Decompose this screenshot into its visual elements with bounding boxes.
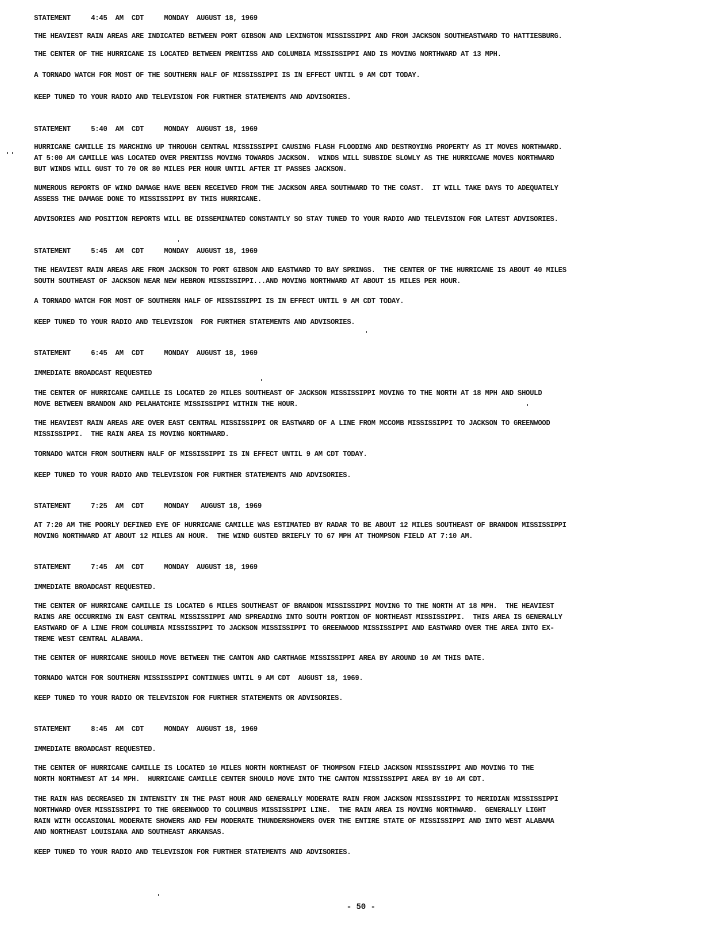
text-line: RAINS ARE OCCURRING IN EAST CENTRAL MISSISSIPPI AND SPREADING INTO SOUTH PORTION OF NORTHEAST MISSISSIPPI. THIS AREA IS GENERALLY xyxy=(34,614,563,622)
text-line: MOVE BETWEEN BRANDON AND PELAHATCHIE MISSISSIPPI WITHIN THE HOUR. xyxy=(34,401,299,409)
text-line: THE HEAVIEST RAIN AREAS ARE FROM JACKSON TO PORT GIBSON AND EASTWARD TO BAY SPRINGS. THE CENTER OF THE HURRICANE IS ABOUT 40 MILES xyxy=(34,267,567,275)
text-line: TREME WEST CENTRAL ALABAMA. xyxy=(34,636,144,644)
statement-header: STATEMENT 5:40 AM CDT MONDAY AUGUST 18, 1969 xyxy=(34,126,258,134)
text-line: MISSISSIPPI. THE RAIN AREA IS MOVING NORTHWARD. xyxy=(34,431,230,439)
scan-speck xyxy=(261,379,262,381)
scan-speck xyxy=(7,152,8,154)
text-line: EASTWARD OF A LINE FROM COLUMBIA MISSISSIPPI TO JACKSON MISSISSIPPI TO GREENWOOD MISSISSIPPI AND EASTWARD OVER THE AREA INTO EX- xyxy=(34,625,555,633)
statement-header: STATEMENT 6:45 AM CDT MONDAY AUGUST 18, 1969 xyxy=(34,350,258,358)
text-line: ASSESS THE DAMAGE DONE TO MISSISSIPPI BY THIS HURRICANE. xyxy=(34,196,262,204)
text-line: THE CENTER OF HURRICANE CAMILLE IS LOCATED 6 MILES SOUTHEAST OF BRANDON MISSISSIPPI MOVING TO THE NORTH AT 18 MPH. THE HEAVIEST xyxy=(34,603,555,611)
scan-speck xyxy=(366,331,367,333)
text-line: BUT WINDS WILL GUST TO 70 OR 80 MILES PER HOUR UNTIL AFTER IT PASSES JACKSON. xyxy=(34,166,347,174)
text-line: THE HEAVIEST RAIN AREAS ARE INDICATED BETWEEN PORT GIBSON AND LEXINGTON MISSISSIPPI AND FROM JACKSON SOUTHEASTWARD TO HATTIESBURG. xyxy=(34,33,563,41)
text-line: KEEP TUNED TO YOUR RADIO AND TELEVISION FOR FURTHER STATEMENTS AND ADVISORIES. xyxy=(34,849,351,857)
text-line: MOVING NORTHWARD AT ABOUT 12 MILES AN HOUR. THE WIND GUSTED BRIEFLY TO 67 MPH AT THOMPSON FIELD AT 7:10 AM. xyxy=(34,533,473,541)
text-line: IMMEDIATE BROADCAST REQUESTED. xyxy=(34,584,156,592)
scan-speck xyxy=(158,894,159,896)
text-line: AND NORTHEAST LOUISIANA AND SOUTHEAST ARKANSAS. xyxy=(34,829,225,837)
text-line: TORNADO WATCH FROM SOUTHERN HALF OF MISSISSIPPI IS IN EFFECT UNTIL 9 AM CDT TODAY. xyxy=(34,451,368,459)
statement-header: STATEMENT 7:25 AM CDT MONDAY AUGUST 18, 1969 xyxy=(34,503,262,511)
statement-header: STATEMENT 4:45 AM CDT MONDAY AUGUST 18, 1969 xyxy=(34,15,258,23)
text-line: AT 7:20 AM THE POORLY DEFINED EYE OF HURRICANE CAMILLE WAS ESTIMATED BY RADAR TO BE ABOUT 12 MILES SOUTHEAST OF BRANDON MISSISSIPPI xyxy=(34,522,567,530)
statement-header: STATEMENT 8:45 AM CDT MONDAY AUGUST 18, 1969 xyxy=(34,726,258,734)
text-line: AT 5:00 AM CAMILLE WAS LOCATED OVER PRENTISS MOVING TOWARDS JACKSON. WINDS WILL SUBSIDE SLOWLY AS THE HURRICANE MOVES NORTHWARD xyxy=(34,155,555,163)
text-line: RAIN WITH OCCASIONAL MODERATE SHOWERS AND FEW MODERATE THUNDERSHOWERS OVER THE ENTIRE STATE OF MISSISSIPPI AND INTO WEST ALABAMA xyxy=(34,818,555,826)
text-line: NORTHWARD OVER MISSISSIPPI TO THE GREENWOOD TO COLUMBUS MISSISSIPPI LINE. THE RAIN AREA IS MOVING NORTHWARD. GENERALLY LIGHT xyxy=(34,807,546,815)
text-line: NUMEROUS REPORTS OF WIND DAMAGE HAVE BEEN RECEIVED FROM THE JACKSON AREA SOUTHWARD TO THE COAST. IT WILL TAKE DAYS TO ADEQUATELY xyxy=(34,185,559,193)
text-line: THE CENTER OF THE HURRICANE IS LOCATED BETWEEN PRENTISS AND COLUMBIA MISSISSIPPI AND IS MOVING NORTHWARD AT 13 MPH. xyxy=(34,51,502,59)
text-line: HURRICANE CAMILLE IS MARCHING UP THROUGH CENTRAL MISSISSIPPI CAUSING FLASH FLOODING AND DESTROYING PROPERTY AS IT MOVES NORTHWARD. xyxy=(34,144,563,152)
text-line: THE CENTER OF HURRICANE CAMILLE IS LOCATED 20 MILES SOUTHEAST OF JACKSON MISSISSIPPI MOVING TO THE NORTH AT 18 MPH AND SHOULD xyxy=(34,390,542,398)
scan-speck xyxy=(527,404,528,406)
text-line: THE HEAVIEST RAIN AREAS ARE OVER EAST CENTRAL MISSISSIPPI OR EASTWARD OF A LINE FROM MCCOMB MISSISSIPPI TO JACKSON TO GREENWOOD xyxy=(34,420,551,428)
statement-header: STATEMENT 5:45 AM CDT MONDAY AUGUST 18, 1969 xyxy=(34,248,258,256)
text-line: A TORNADO WATCH FOR MOST OF THE SOUTHERN HALF OF MISSISSIPPI IS IN EFFECT UNTIL 9 AM CDT TODAY. xyxy=(34,72,421,80)
text-line: SOUTH SOUTHEAST OF JACKSON NEAR NEW HEBRON MISSISSIPPI...AND MOVING NORTHWARD AT ABOUT 15 MILES PER HOUR. xyxy=(34,278,461,286)
page-number: - 50 - xyxy=(346,903,376,912)
text-line: THE CENTER OF HURRICANE CAMILLE IS LOCATED 10 MILES NORTH NORTHEAST OF THOMPSON FIELD JACKSON MISSISSIPPI AND MOVING TO THE xyxy=(34,765,534,773)
text-line: KEEP TUNED TO YOUR RADIO OR TELEVISION FOR FURTHER STATEMENTS OR ADVISORIES. xyxy=(34,695,343,703)
text-line: TORNADO WATCH FOR SOUTHERN MISSISSIPPI CONTINUES UNTIL 9 AM CDT AUGUST 18, 1969. xyxy=(34,675,364,683)
text-line: ADVISORIES AND POSITION REPORTS WILL BE DISSEMINATED CONSTANTLY SO STAY TUNED TO YOUR RADIO AND TELEVISION FOR LATEST ADVISORIES. xyxy=(34,216,559,224)
text-line: IMMEDIATE BROADCAST REQUESTED xyxy=(34,370,152,378)
text-line: THE CENTER OF HURRICANE SHOULD MOVE BETWEEN THE CANTON AND CARTHAGE MISSISSIPPI AREA BY AROUND 10 AM THIS DATE. xyxy=(34,655,486,663)
text-line: KEEP TUNED TO YOUR RADIO AND TELEVISION FOR FURTHER STATEMENTS AND ADVISORIES. xyxy=(34,319,355,327)
text-line: KEEP TUNED TO YOUR RADIO AND TELEVISION FOR FURTHER STATEMENTS AND ADVISORIES. xyxy=(34,94,351,102)
scan-speck xyxy=(12,152,13,154)
text-line: IMMEDIATE BROADCAST REQUESTED. xyxy=(34,746,156,754)
text-line: THE RAIN HAS DECREASED IN INTENSITY IN THE PAST HOUR AND GENERALLY MODERATE RAIN FROM JACKSON MISSISSIPPI TO MERIDIAN MISSISSIPPI xyxy=(34,796,559,804)
text-line: NORTH NORTHWEST AT 14 MPH. HURRICANE CAMILLE CENTER SHOULD MOVE INTO THE CANTON MISSISSIPPI AREA BY 10 AM CDT. xyxy=(34,776,486,784)
text-line: A TORNADO WATCH FOR MOST OF SOUTHERN HALF OF MISSISSIPPI IS IN EFFECT UNTIL 9 AM CDT TODAY. xyxy=(34,298,404,306)
text-line: KEEP TUNED TO YOUR RADIO AND TELEVISION FOR FURTHER STATEMENTS AND ADVISORIES. xyxy=(34,472,351,480)
scan-speck xyxy=(178,240,179,242)
statement-header: STATEMENT 7:45 AM CDT MONDAY AUGUST 18, 1969 xyxy=(34,564,258,572)
